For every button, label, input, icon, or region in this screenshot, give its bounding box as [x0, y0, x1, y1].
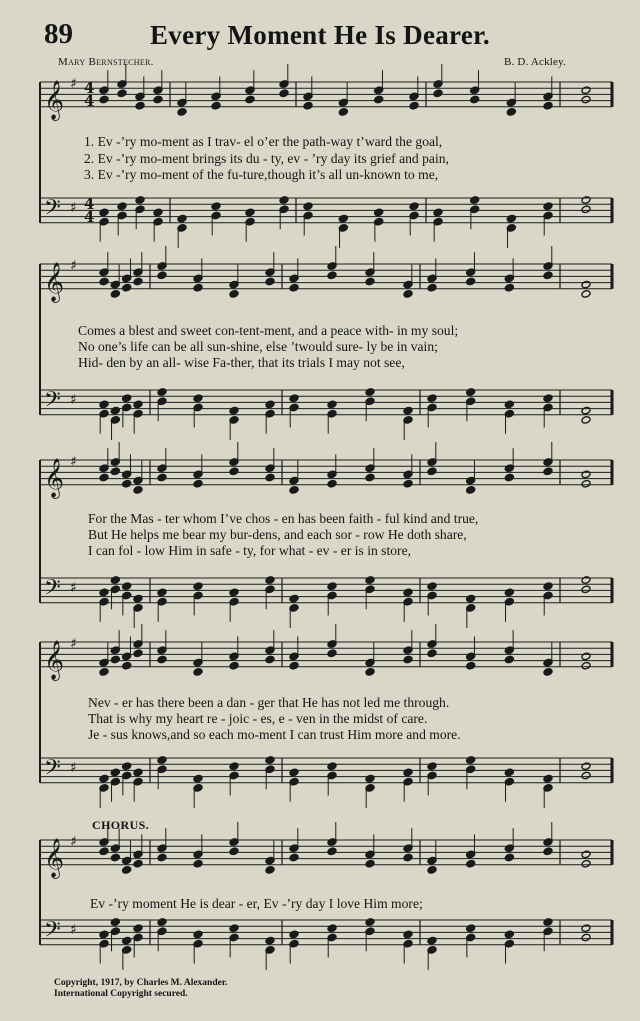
note-head: [581, 86, 591, 95]
note-head: [157, 655, 167, 664]
note-head: [581, 661, 591, 670]
note-head: [466, 486, 476, 495]
note-head: [110, 467, 120, 476]
note-head: [153, 208, 163, 217]
note-head: [193, 582, 203, 591]
note-head: [117, 89, 127, 98]
note-head: [504, 930, 514, 939]
bass-clef: 𝄢: [44, 755, 61, 786]
sharp-key-signature: ♯: [70, 454, 77, 470]
composer-credit: B. D. Ackley.: [504, 56, 567, 68]
note-head: [403, 479, 413, 488]
note-head: [265, 277, 275, 286]
note-head: [99, 668, 109, 677]
note-head: [193, 283, 203, 292]
bass-clef: 𝄢: [44, 917, 61, 948]
note-head: [365, 473, 375, 482]
sharp-key-signature: ♯: [70, 834, 77, 850]
note-head: [543, 202, 553, 211]
note-head: [543, 467, 553, 476]
note-head: [327, 762, 337, 771]
note-head: [133, 768, 143, 777]
note-head: [466, 388, 476, 397]
note-head: [506, 108, 516, 117]
sharp-key-signature: ♯: [70, 76, 77, 92]
sharp-key-signature: ♯: [70, 392, 77, 408]
note-head: [157, 271, 167, 280]
note-head: [581, 850, 591, 859]
note-head: [122, 283, 132, 292]
note-head: [122, 582, 132, 591]
note-head: [466, 277, 476, 286]
note-head: [581, 406, 591, 415]
note-head: [327, 847, 337, 856]
note-head: [133, 649, 143, 658]
note-head: [470, 95, 480, 104]
note-head: [122, 479, 132, 488]
treble-clef: 𝄞: [44, 639, 65, 680]
note-head: [365, 668, 375, 677]
note-head: [427, 936, 437, 945]
note-head: [122, 762, 132, 771]
note-head: [581, 479, 591, 488]
note-head: [110, 655, 120, 664]
note-head: [133, 859, 143, 868]
note-head: [365, 774, 375, 783]
note-head: [157, 756, 167, 765]
note-head: [338, 214, 348, 223]
copyright-notice: Copyright, 1917, by Charles M. Alexander.: [54, 978, 228, 988]
note-head: [427, 866, 437, 875]
note-head: [193, 774, 203, 783]
note-head: [157, 473, 167, 482]
note-head: [506, 214, 516, 223]
note-head: [133, 594, 143, 603]
chorus-label: CHORUS.: [92, 818, 150, 832]
note-head: [581, 585, 591, 594]
note-head: [543, 271, 553, 280]
copyright-secured: International Copyright secured.: [54, 989, 188, 999]
note-head: [122, 866, 132, 875]
note-head: [99, 277, 109, 286]
note-head: [409, 101, 419, 110]
note-head: [581, 196, 591, 205]
note-head: [229, 588, 239, 597]
note-head: [365, 277, 375, 286]
note-head: [403, 768, 413, 777]
note-head: [543, 668, 553, 677]
note-head: [504, 588, 514, 597]
note-head: [157, 918, 167, 927]
note-head: [581, 290, 591, 299]
note-head: [289, 661, 299, 670]
note-head: [99, 400, 109, 409]
note-head: [265, 576, 275, 585]
note-head: [427, 394, 437, 403]
note-head: [303, 202, 313, 211]
note-head: [327, 924, 337, 933]
note-head: [433, 89, 443, 98]
note-head: [504, 655, 514, 664]
note-head: [289, 394, 299, 403]
note-head: [403, 588, 413, 597]
note-head: [110, 918, 120, 927]
note-head: [135, 101, 145, 110]
hymn-number: 89: [44, 18, 73, 50]
note-head: [153, 95, 163, 104]
note-head: [303, 101, 313, 110]
note-head: [504, 853, 514, 862]
note-head: [327, 582, 337, 591]
note-head: [193, 859, 203, 868]
note-head: [265, 936, 275, 945]
note-head: [211, 202, 221, 211]
note-head: [581, 280, 591, 289]
note-head: [365, 918, 375, 927]
note-head: [289, 283, 299, 292]
note-head: [229, 762, 239, 771]
note-head: [365, 859, 375, 868]
note-head: [365, 576, 375, 585]
note-head: [289, 853, 299, 862]
note-head: [327, 649, 337, 658]
note-head: [289, 594, 299, 603]
note-head: [211, 101, 221, 110]
note-head: [245, 208, 255, 217]
time-signature-bottom: 4: [84, 92, 95, 110]
note-head: [374, 208, 384, 217]
note-head: [193, 668, 203, 677]
time-signature-bottom: 4: [84, 208, 95, 226]
note-head: [177, 214, 187, 223]
note-head: [466, 859, 476, 868]
note-head: [466, 594, 476, 603]
sharp-key-signature: ♯: [70, 200, 77, 216]
note-head: [99, 95, 109, 104]
bass-clef: 𝄢: [44, 575, 61, 606]
note-head: [229, 406, 239, 415]
note-head: [265, 756, 275, 765]
note-head: [110, 576, 120, 585]
sharp-key-signature: ♯: [70, 636, 77, 652]
note-head: [433, 208, 443, 217]
note-head: [193, 479, 203, 488]
note-head: [409, 202, 419, 211]
note-head: [289, 930, 299, 939]
note-head: [177, 108, 187, 117]
note-head: [193, 930, 203, 939]
note-head: [229, 467, 239, 476]
sharp-key-signature: ♯: [70, 580, 77, 596]
bass-clef: 𝄢: [44, 387, 61, 418]
note-head: [427, 762, 437, 771]
note-head: [365, 388, 375, 397]
note-head: [265, 473, 275, 482]
note-head: [133, 400, 143, 409]
note-head: [117, 202, 127, 211]
note-head: [229, 924, 239, 933]
sharp-key-signature: ♯: [70, 258, 77, 274]
note-head: [327, 271, 337, 280]
note-head: [229, 290, 239, 299]
note-head: [403, 406, 413, 415]
time-signature-top: 4: [84, 79, 95, 97]
note-head: [504, 400, 514, 409]
note-head: [466, 756, 476, 765]
note-head: [99, 473, 109, 482]
note-head: [581, 924, 591, 933]
note-head: [543, 394, 553, 403]
note-head: [466, 924, 476, 933]
note-head: [466, 661, 476, 670]
note-head: [289, 768, 299, 777]
note-head: [374, 95, 384, 104]
note-head: [504, 473, 514, 482]
note-head: [470, 196, 480, 205]
note-head: [581, 95, 591, 104]
note-head: [157, 853, 167, 862]
note-head: [279, 196, 289, 205]
note-head: [265, 400, 275, 409]
note-head: [581, 859, 591, 868]
lyricist-credit: Mary Bernstecher.: [58, 56, 154, 68]
note-head: [122, 661, 132, 670]
note-head: [427, 283, 437, 292]
note-head: [581, 416, 591, 425]
treble-clef: 𝄞: [44, 837, 65, 878]
note-head: [327, 400, 337, 409]
note-head: [338, 108, 348, 117]
note-head: [543, 582, 553, 591]
note-head: [427, 467, 437, 476]
note-head: [157, 388, 167, 397]
note-head: [99, 930, 109, 939]
note-head: [543, 847, 553, 856]
note-head: [581, 470, 591, 479]
note-head: [327, 479, 337, 488]
sharp-key-signature: ♯: [70, 922, 77, 938]
note-head: [110, 853, 120, 862]
note-head: [229, 661, 239, 670]
note-head: [133, 277, 143, 286]
note-head: [403, 930, 413, 939]
note-head: [99, 588, 109, 597]
treble-clef: 𝄞: [44, 457, 65, 498]
time-signature-top: 4: [84, 195, 95, 213]
note-head: [99, 774, 109, 783]
note-head: [135, 196, 145, 205]
note-head: [193, 394, 203, 403]
note-head: [265, 866, 275, 875]
note-head: [403, 290, 413, 299]
note-head: [110, 406, 120, 415]
hymn-title: Every Moment He Is Dearer.: [150, 20, 490, 50]
note-head: [122, 394, 132, 403]
note-head: [99, 208, 109, 217]
note-head: [110, 768, 120, 777]
note-head: [581, 576, 591, 585]
note-head: [157, 588, 167, 597]
note-head: [581, 933, 591, 942]
note-head: [427, 649, 437, 658]
note-head: [245, 95, 255, 104]
note-head: [229, 847, 239, 856]
note-head: [543, 774, 553, 783]
note-head: [99, 847, 109, 856]
note-head: [427, 582, 437, 591]
bass-clef: 𝄢: [44, 195, 61, 226]
note-head: [403, 655, 413, 664]
note-head: [122, 936, 132, 945]
note-head: [581, 205, 591, 214]
note-head: [581, 652, 591, 661]
note-head: [581, 762, 591, 771]
note-head: [543, 918, 553, 927]
note-head: [581, 771, 591, 780]
note-head: [110, 290, 120, 299]
note-head: [279, 89, 289, 98]
note-head: [289, 486, 299, 495]
treble-clef: 𝄞: [44, 79, 65, 120]
note-head: [133, 924, 143, 933]
note-head: [133, 486, 143, 495]
treble-clef: 𝄞: [44, 261, 65, 302]
sharp-key-signature: ♯: [70, 760, 77, 776]
note-head: [504, 768, 514, 777]
note-head: [543, 101, 553, 110]
note-head: [504, 283, 514, 292]
note-head: [265, 655, 275, 664]
note-head: [403, 853, 413, 862]
